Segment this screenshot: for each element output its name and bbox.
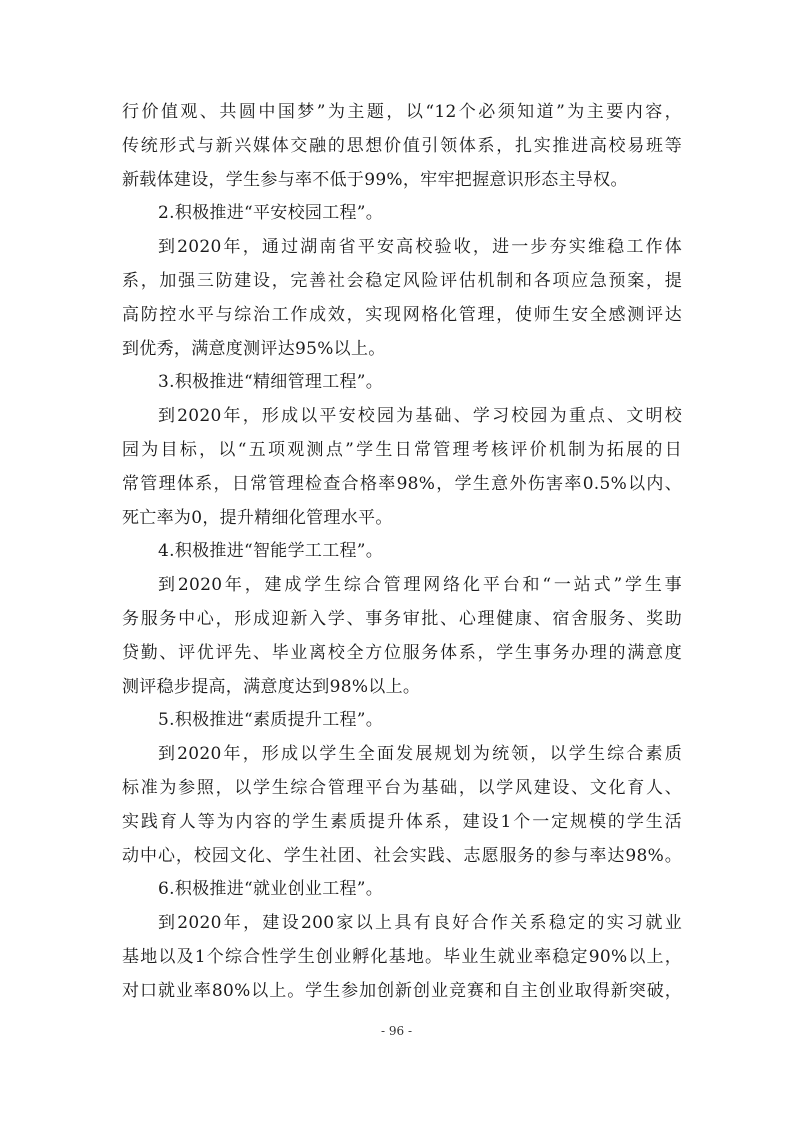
text-line: 实践育人等为内容的学生素质提升体系，建设1个一定规模的学生活 [122, 811, 682, 832]
text-line: 对口就业率80%以上。学生参加创新创业竞赛和自主创业取得新突破， [122, 980, 682, 1001]
text-line: 到2020年，通过湖南省平安高校验收，进一步夯实维稳工作体 [158, 237, 682, 258]
text-line: 到2020年，形成以平安校园为基础、学习校园为重点、文明校 [158, 406, 682, 427]
text-line: 2.积极推进“平安校园工程”。 [158, 203, 384, 224]
text-line: 传统形式与新兴媒体交融的思想价值引领体系，扎实推进高校易班等 [122, 135, 682, 156]
text-line: 高防控水平与综治工作成效，实现网格化管理，使师生安全感测评达 [122, 304, 682, 325]
text-line: 标准为参照，以学生综合管理平台为基础，以学风建设、文化育人、 [122, 777, 682, 798]
text-line: 4.积极推进“智能学工工程”。 [158, 541, 384, 562]
text-line: 到优秀，满意度测评达95%以上。 [122, 338, 386, 359]
page-number: - 96 - [380, 1024, 412, 1038]
text-line: 贷勤、评优评先、毕业离校全方位服务体系，学生事务办理的满意度 [122, 642, 682, 663]
text-line: 常管理体系，日常管理检查合格率98%，学生意外伤害率0.5%以内、 [122, 473, 682, 494]
text-line: 死亡率为0，提升精细化管理水平。 [122, 507, 393, 528]
text-line: 6.积极推进“就业创业工程”。 [158, 879, 384, 900]
text-line: 新载体建设，学生参与率不低于99%，牢牢把握意识形态主导权。 [122, 169, 628, 190]
text-line: 5.积极推进“素质提升工程”。 [158, 710, 384, 731]
text-line: 到2020年，建成学生综合管理网络化平台和“一站式”学生事 [158, 575, 682, 596]
text-line: 到2020年，形成以学生全面发展规划为统领，以学生综合素质 [158, 744, 682, 765]
text-line: 基地以及1个综合性学生创业孵化基地。毕业生就业率稳定90%以上， [122, 946, 682, 967]
text-line: 行价值观、共圆中国梦”为主题，以“12个必须知道”为主要内容， [122, 102, 682, 122]
text-line: 3.积极推进“精细管理工程”。 [158, 372, 384, 393]
body-text [122, 96, 682, 1009]
text-line: 系，加强三防建设，完善社会稳定风险评估机制和各项应急预案，提 [122, 270, 682, 291]
text-line: 测评稳步提高，满意度达到98%以上。 [122, 676, 421, 697]
text-line: 到2020年，建设200家以上具有良好合作关系稳定的实习就业 [158, 913, 682, 934]
text-line: 务服务中心，形成迎新入学、事务审批、心理健康、宿舍服务、奖助 [122, 608, 682, 629]
text-line: 动中心，校园文化、学生社团、社会实践、志愿服务的参与率达98%。 [122, 845, 682, 866]
text-line: 园为目标，以“五项观测点”学生日常管理考核评价机制为拓展的日 [122, 439, 682, 460]
